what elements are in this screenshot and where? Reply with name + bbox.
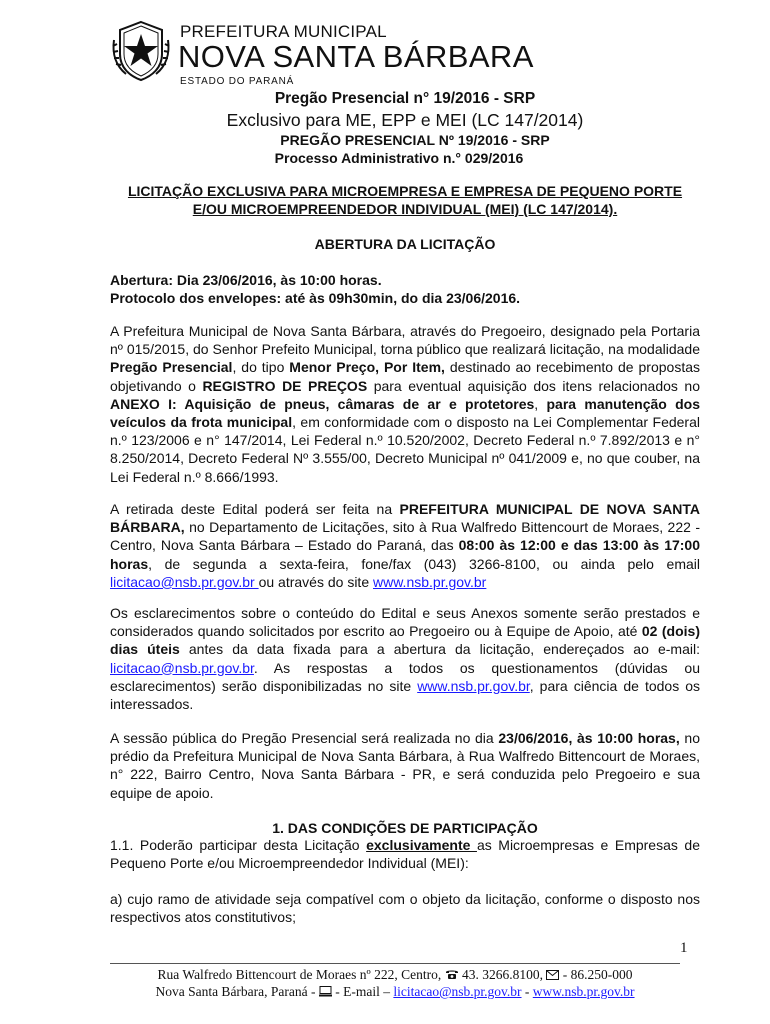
text: A retirada deste Edital poderá ser feita na [110, 501, 400, 517]
text: as Microempresas e Empresas de Pequeno Porte e/ou Microempreendedor Individual (MEI): [110, 837, 701, 872]
footer-email-link[interactable]: licitacao@nsb.pr.gov.br [393, 984, 522, 999]
abertura-heading: ABERTURA DA LICITAÇÃO [314, 236, 496, 252]
footer-address: Rua Walfredo Bittencourt de Moraes nº 222, Centro, [157, 967, 445, 982]
bold-text: Pregão Presencial [110, 359, 233, 376]
text: A Prefeitura Municipal de Nova Santa Bárbara, através do Pregoeiro, designado pela Portaria nº 015/2015, do Senhor Prefeito Municipal, torna público que realizará licitação, na modalidade [110, 323, 700, 358]
text: . As respostas a todos os questionamentos (dúvidas ou esclarecimentos) serão disponibilizadas no site [110, 659, 700, 694]
footer-city: Nova Santa Bárbara, Paraná - [155, 984, 319, 999]
abertura-protocol: Protocolo dos envelopes: até às 09h30min, do dia 23/06/2016. [110, 290, 521, 307]
footer-separator: - [521, 984, 533, 999]
subtitle-pregao-number: PREGÃO PRESENCIAL Nº 19/2016 - SRP [280, 132, 550, 148]
paragraph-sessao-publica [110, 729, 700, 802]
licitacao-heading-line2: E/OU MICROEMPREENDEDOR INDIVIDUAL (MEI) (LC 147/2014). [192, 201, 618, 217]
text: A sessão pública do Pregão Presencial será realizada no dia [110, 730, 499, 746]
paragraph-esclarecimentos [110, 604, 700, 713]
bold-text: Menor Preço, Por Item, [289, 359, 445, 376]
mail-envelope-icon [546, 970, 559, 980]
paragraph-objeto [110, 322, 700, 486]
bold-underline-text: exclusivamente [366, 837, 477, 853]
abertura-date: Abertura: Dia 23/06/2016, às 10:00 horas. [110, 272, 382, 288]
header-big-title: NOVA SANTA BÁRBARA [178, 39, 534, 74]
text: destinado ao recebimento de propostas objetivando o [110, 359, 700, 394]
text: , de segunda a sexta-feira, fone/fax (043) 3266-8100, ou ainda pelo email [148, 555, 700, 572]
text: no Departamento de Licitações, sito à Rua Walfredo Bittencourt de Moraes, 222 - Centro, Nova Santa Bárbara – Estado do Paraná, das [110, 519, 700, 554]
title-exclusivo: Exclusivo para ME, EPP e MEI (LC 147/2014) [226, 110, 584, 130]
text: para eventual aquisição dos itens relacionados no [367, 377, 700, 394]
text: , em conformidade com o disposto na Lei Complementar Federal n.º 123/2006 e n° 147/2014, Lei Federal n.º 10.520/2002, Decreto Federal n.º 7.892/2013 e n° 8.250/2014, Decreto Federal Nº 3.555/00, Decreto Municipal nº 041/2009 e, no que couber, na Lei Federal n.º 8.666/1993. [110, 414, 700, 485]
abertura-info [110, 271, 700, 307]
text: 1.1. Poderão participar desta Licitação [110, 837, 367, 853]
page-number: 1 [680, 940, 688, 956]
bold-text: 02 (dois) dias úteis [110, 623, 701, 658]
licitacao-heading-line1: LICITAÇÃO EXCLUSIVA PARA MICROEMPRESA E EMPRESA DE PEQUENO PORTE [127, 183, 683, 199]
text: no prédio da Prefeitura Municipal de Nova Santa Bárbara, à Rua Walfredo Bittencourt de Moraes, n° 222, Bairro Centro, Nova Santa Bárbara - PR, e será conduzida pelo Pregoeiro e sua equipe de apoio. [110, 730, 700, 801]
text: Os esclarecimentos sobre o conteúdo do Edital e seus Anexos somente serão prestados e considerados quando solicitados por escrito ao Pregoeiro ou à Equipe de Apoio, até [110, 605, 700, 640]
footer-email-label: - E-mail – [331, 984, 394, 999]
footer-address-line [110, 967, 680, 983]
paragraph-retirada-edital [110, 500, 700, 591]
computer-icon [319, 986, 332, 997]
title-pregao: Pregão Presencial n° 19/2016 - SRP [274, 90, 536, 107]
bold-text: REGISTRO DE PREÇOS [202, 377, 368, 394]
bold-text: PREFEITURA MUNICIPAL DE NOVA SANTA BÁRBARA, [110, 501, 700, 536]
bold-text: 23/06/2016, às 10:00 horas, [498, 730, 680, 746]
footer-contact-line [110, 984, 680, 1000]
bold-text: para manutenção dos veículos da frota municipal [110, 395, 701, 431]
clause-item-a: a) cujo ramo de atividade seja compatível com o objeto da licitação, conforme o disposto nos respectivos atos constitutivos; [110, 891, 700, 926]
text: ou através do site [258, 573, 373, 590]
text: , [534, 395, 547, 412]
website-link[interactable]: www.nsb.pr.gov.br [373, 573, 487, 590]
footer-postal-code: - 86.250-000 [559, 967, 633, 982]
footer-phone: 43. 3266.8100, [458, 967, 547, 982]
bold-text: 08:00 às 12:00 e das 13:00 às 17:00 horas [110, 537, 700, 572]
email-link[interactable]: licitacao@nsb.pr.gov.br [110, 659, 254, 676]
header-small-title: PREFEITURA MUNICIPAL [180, 22, 387, 41]
footer-website-link[interactable]: www.nsb.pr.gov.br [532, 984, 635, 999]
email-link[interactable]: licitacao@nsb.pr.gov.br [110, 573, 259, 590]
telephone-icon [445, 969, 459, 980]
text: antes da data fixada para a abertura da licitação, endereçados ao e-mail: [179, 641, 700, 658]
text: , para ciência de todos os interessados. [110, 677, 701, 713]
clause-1-1 [110, 836, 700, 872]
subtitle-processo: Processo Administrativo n.° 029/2016 [274, 150, 524, 166]
municipal-crest-icon [110, 20, 172, 82]
bold-text: ANEXO I: Aquisição de pneus, câmaras de ar e protetores [110, 395, 535, 412]
section-1-heading: 1. DAS CONDIÇÕES DE PARTICIPAÇÃO [272, 820, 538, 836]
text: , do tipo [232, 359, 290, 376]
footer-divider [110, 963, 680, 964]
header-state: ESTADO DO PARANÁ [180, 76, 295, 87]
website-link[interactable]: www.nsb.pr.gov.br [417, 677, 530, 694]
letterhead [110, 8, 670, 87]
